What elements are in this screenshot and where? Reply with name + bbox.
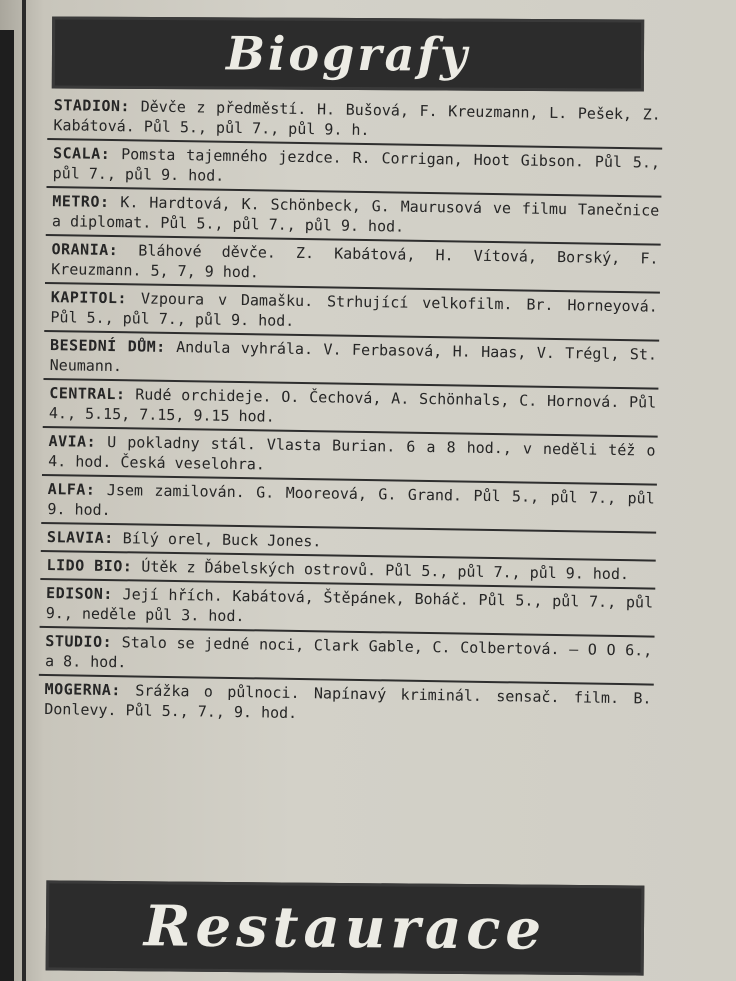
listing-details: Vzpoura v Damašku. Strhující velkofilm. Br. Horneyová. Půl 5., půl 7., půl 9. hod. (50, 289, 658, 330)
listing-details: Rudé orchideje. O. Čechová, A. Schönhals, C. Hornová. Půl 4., 5.15, 7.15, 9.15 hod. (48, 385, 657, 426)
section-title-restaurace: Restaurace (143, 893, 547, 963)
listing-details: K. Hardtová, K. Schönbeck, G. Maurusová ve filmu Tanečnice a diplomat. Půl 5., půl 7., půl 9. hod. (51, 193, 660, 236)
listing-details: Útěk z Ďábelských ostrovů. Půl 5., půl 7., půl 9. hod. (141, 557, 630, 584)
listing-details: Andula vyhrála. V. Ferbasová, H. Haas, V. Trégl, St. Neumann. (49, 338, 658, 376)
venue-name: KAPITOL: (50, 288, 128, 308)
venue-name: METRO: (52, 192, 110, 211)
venue-name: STUDIO: (45, 632, 113, 652)
venue-name: LIDO BIO: (46, 556, 133, 576)
listing-details: Stalo se jedné noci, Clark Gable, C. Colbertová. — O O 6., a 8. hod. (44, 633, 653, 672)
listing-details: Jsem zamilován. G. Mooreová, G. Grand. Půl 5., půl 7., půl 9. hod. (47, 480, 655, 520)
venue-name: MOGERNA: (44, 680, 122, 700)
listing-details: Pomsta tajemného jezdce. R. Corrigan, Hoot Gibson. Půl 5., půl 7., půl 9. hod. (52, 145, 661, 185)
venue-name: ALFA: (47, 480, 96, 499)
restaurace-banner (46, 880, 645, 975)
venue-name: SCALA: (52, 144, 111, 163)
listing-details: Děvče z předměstí. H. Bušová, F. Kreuzmann, L. Pešek, Z. Kabátová. Půl 5., půl 7., půl 9. h. (53, 97, 661, 140)
venue-name: AVIA: (48, 432, 97, 451)
venue-name: ORANIA: (51, 240, 119, 260)
section-title-biografy: Biografy (225, 26, 471, 82)
listing-details: Její hřích. Kabátová, Štěpánek, Boháč. Půl 5., půl 7., půl 9., neděle půl 3. hod. (45, 585, 654, 626)
venue-name: CENTRAL: (49, 384, 126, 404)
cinema-listings (38, 92, 663, 732)
biografy-banner (52, 16, 644, 91)
listing-details: Srážka o půlnoci. Napínavý kriminál. sensač. film. B. Donlevy. Půl 5., 7., 9. hod. (44, 681, 652, 722)
listing-details: Bláhové děvče. Z. Kabátová, H. Vítová, Borský, F. Kreuzmann. 5, 7, 9 hod. (51, 241, 659, 282)
listing-details: U pokladny stál. Vlasta Burian. 6 a 8 hod., v neděli též o 4. hod. Česká veselohra. (48, 432, 656, 474)
listing-details: Bílý orel, Buck Jones. (122, 529, 322, 551)
venue-name: STADION: (53, 96, 131, 116)
column-rule-thin (22, 0, 26, 981)
venue-name: BESEDNÍ DŮM: (49, 336, 166, 356)
venue-name: EDISON: (45, 584, 113, 604)
listing-entry (38, 676, 654, 732)
venue-name: SLAVIA: (46, 528, 114, 548)
column-rule-left (0, 30, 14, 981)
